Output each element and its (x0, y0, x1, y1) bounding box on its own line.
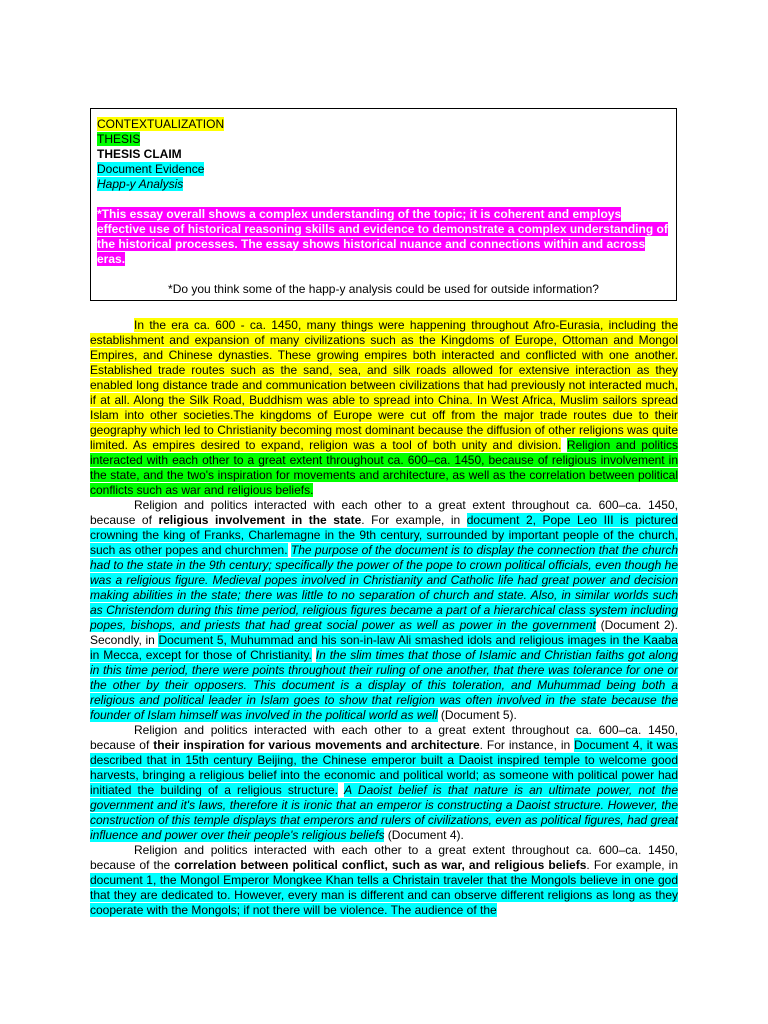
intro-paragraph (90, 318, 678, 498)
transition-text: . For example, in (361, 513, 467, 527)
paragraph-lead: Religion and politics interacted with each other to a great extent throughout ca. 600–ca. 1450, because of (90, 723, 678, 752)
contextualization-label: CONTEXTUALIZATION (97, 117, 225, 131)
thesis-claim-text: correlation between political conflict, such as war, and religious beliefs (174, 858, 587, 872)
thesis-text: Religion and politics interacted with each other to a great extent throughout ca. 600–ca. 1450, because of religious involvement in the state, and the two's inspiration for movements and architecture, as well as the correlation between political conflicts such as war and religious beliefs. (90, 438, 678, 497)
paragraph-lead: Religion and politics interacted with each other to a great extent throughout ca. 600–ca. 1450, because of the (90, 843, 678, 872)
key-contextualization (97, 117, 670, 132)
citation-text: (Document 5). (437, 708, 517, 722)
transition-text: . For instance, in (479, 738, 575, 752)
happy-analysis-text: The purpose of the document is to display the connection that the church had to the state in the 9th century; specifically the power of the pope to crown political officials, even though he was a religious figure. Medieval popes involved in Christianity and Catholic life had great power and decision making abilities in the state; there was little to no separation of church and state. Also, in similar worlds such as Christendom during this time period, religious figures became a part of a hierarchical class system including popes, bishops, and priests that had great social power as well as power in the government (90, 543, 678, 632)
paragraph-lead: Religion and politics interacted with each other to a great extent throughout ca. 600–ca. 1450, because of (90, 498, 678, 527)
key-thesis (97, 132, 670, 147)
contextualization-text: In the era ca. 600 - ca. 1450, many things were happening throughout Afro-Eurasia, including the establishment and expansion of many civilizations such as the Kingdoms of Europe, Ottoman and Mongol Empires, and Chinese dynasties. These growing empires both interacted and conflicted with one another. Established trade routes such as the sand, sea, and silk roads allowed for extensive interaction as they enabled long distance trade and communication between civilizations that had previously not interacted much, if at all. Along the Silk Road, Buddhism was able to spread into China. In West Africa, Muslim sailors spread Islam into other societies.The kingdoms of Europe were cut off from the major trade routes due to their geography which led to Christianity becoming most dominant because the diffusion of other religions was quite limited. As empires desired to expand, religion was a tool of both unity and division. (90, 318, 678, 452)
question-note: *Do you think some of the happ-y analysis could be used for outside information? (168, 282, 599, 296)
document-evidence-text: Document 4, it was described that in 15th century Beijing, the Chinese emperor built a Daoist inspired temple to welcome good harvests, bringing a religious belief into the economic and political world; as someone with political power had initiated the building of a religious structure. (90, 738, 678, 797)
key-document-evidence (97, 162, 670, 177)
body-paragraph-3 (90, 843, 678, 918)
document-evidence-text: document 1, the Mongol Emperor Mongkee Khan tells a Christain traveler that the Mongols believe in one god that they are dedicated to. However, every man is different and can observe different religions as long as they cooperate with the Mongols; if not there will be violence. The audience of the (90, 873, 678, 917)
document-evidence-label: Document Evidence (97, 162, 205, 176)
citation-text: (Document 2). (595, 618, 679, 632)
document-evidence-text: document 2, Pope Leo III is pictured crowning the king of Franks, Charlemagne in the 9th century, surrounded by important people of the church, such as other popes and churchmen. (90, 513, 679, 557)
thesis-claim-text: religious involvement in the state (158, 513, 362, 527)
happy-analysis-text: In the slim times that those of Islamic and Christian faiths got along in this time period, there were points throughout their ruling of one another, that there was tolerance for one or the other by their opposers. This document is a display of this toleration, and Muhummad being both a religious and political leader in Islam goes to show that religion was often involved in the state because the founder of Islam himself was involved in the political world as well (90, 648, 678, 722)
summary-text: *This essay overall shows a complex understanding of the topic; it is coherent and employs effective use of historical reasoning skills and evidence to demonstrate a complex understanding of the historical processes. The essay shows historical nuance and connections within and across eras. (97, 207, 668, 266)
color-key-box (90, 108, 677, 301)
transition-text: . For example, in (586, 858, 678, 872)
thesis-claim-label: THESIS CLAIM (97, 147, 182, 161)
key-happy-analysis (97, 177, 670, 192)
body-paragraph-1 (90, 498, 678, 723)
citation-text: (Document 4). (384, 828, 464, 842)
document-evidence-text: Document 5, Muhummad and his son-in-law Ali smashed idols and religious images in the Kaaba in Mecca, except for those of Christianity. (90, 633, 678, 662)
happy-analysis-label: Happ-y Analysis (97, 177, 184, 191)
happy-analysis-text: A Daoist belief is that nature is an ultimate power, not the government and it's laws, therefore it is ironic that an emperor is constructing a Daoist structure. However, the construction of this temple displays that emperors and rulers of civilizations, even as political figures, had great influence and power over their people's religious beliefs (90, 783, 678, 842)
body-paragraph-2 (90, 723, 678, 843)
essay-body (90, 318, 678, 918)
summary-note (97, 207, 670, 267)
thesis-claim-text: their inspiration for various movements and architecture (153, 738, 480, 752)
transition-text: Secondly, in (90, 633, 159, 647)
thesis-label: THESIS (97, 132, 141, 146)
key-thesis-claim (97, 147, 670, 162)
